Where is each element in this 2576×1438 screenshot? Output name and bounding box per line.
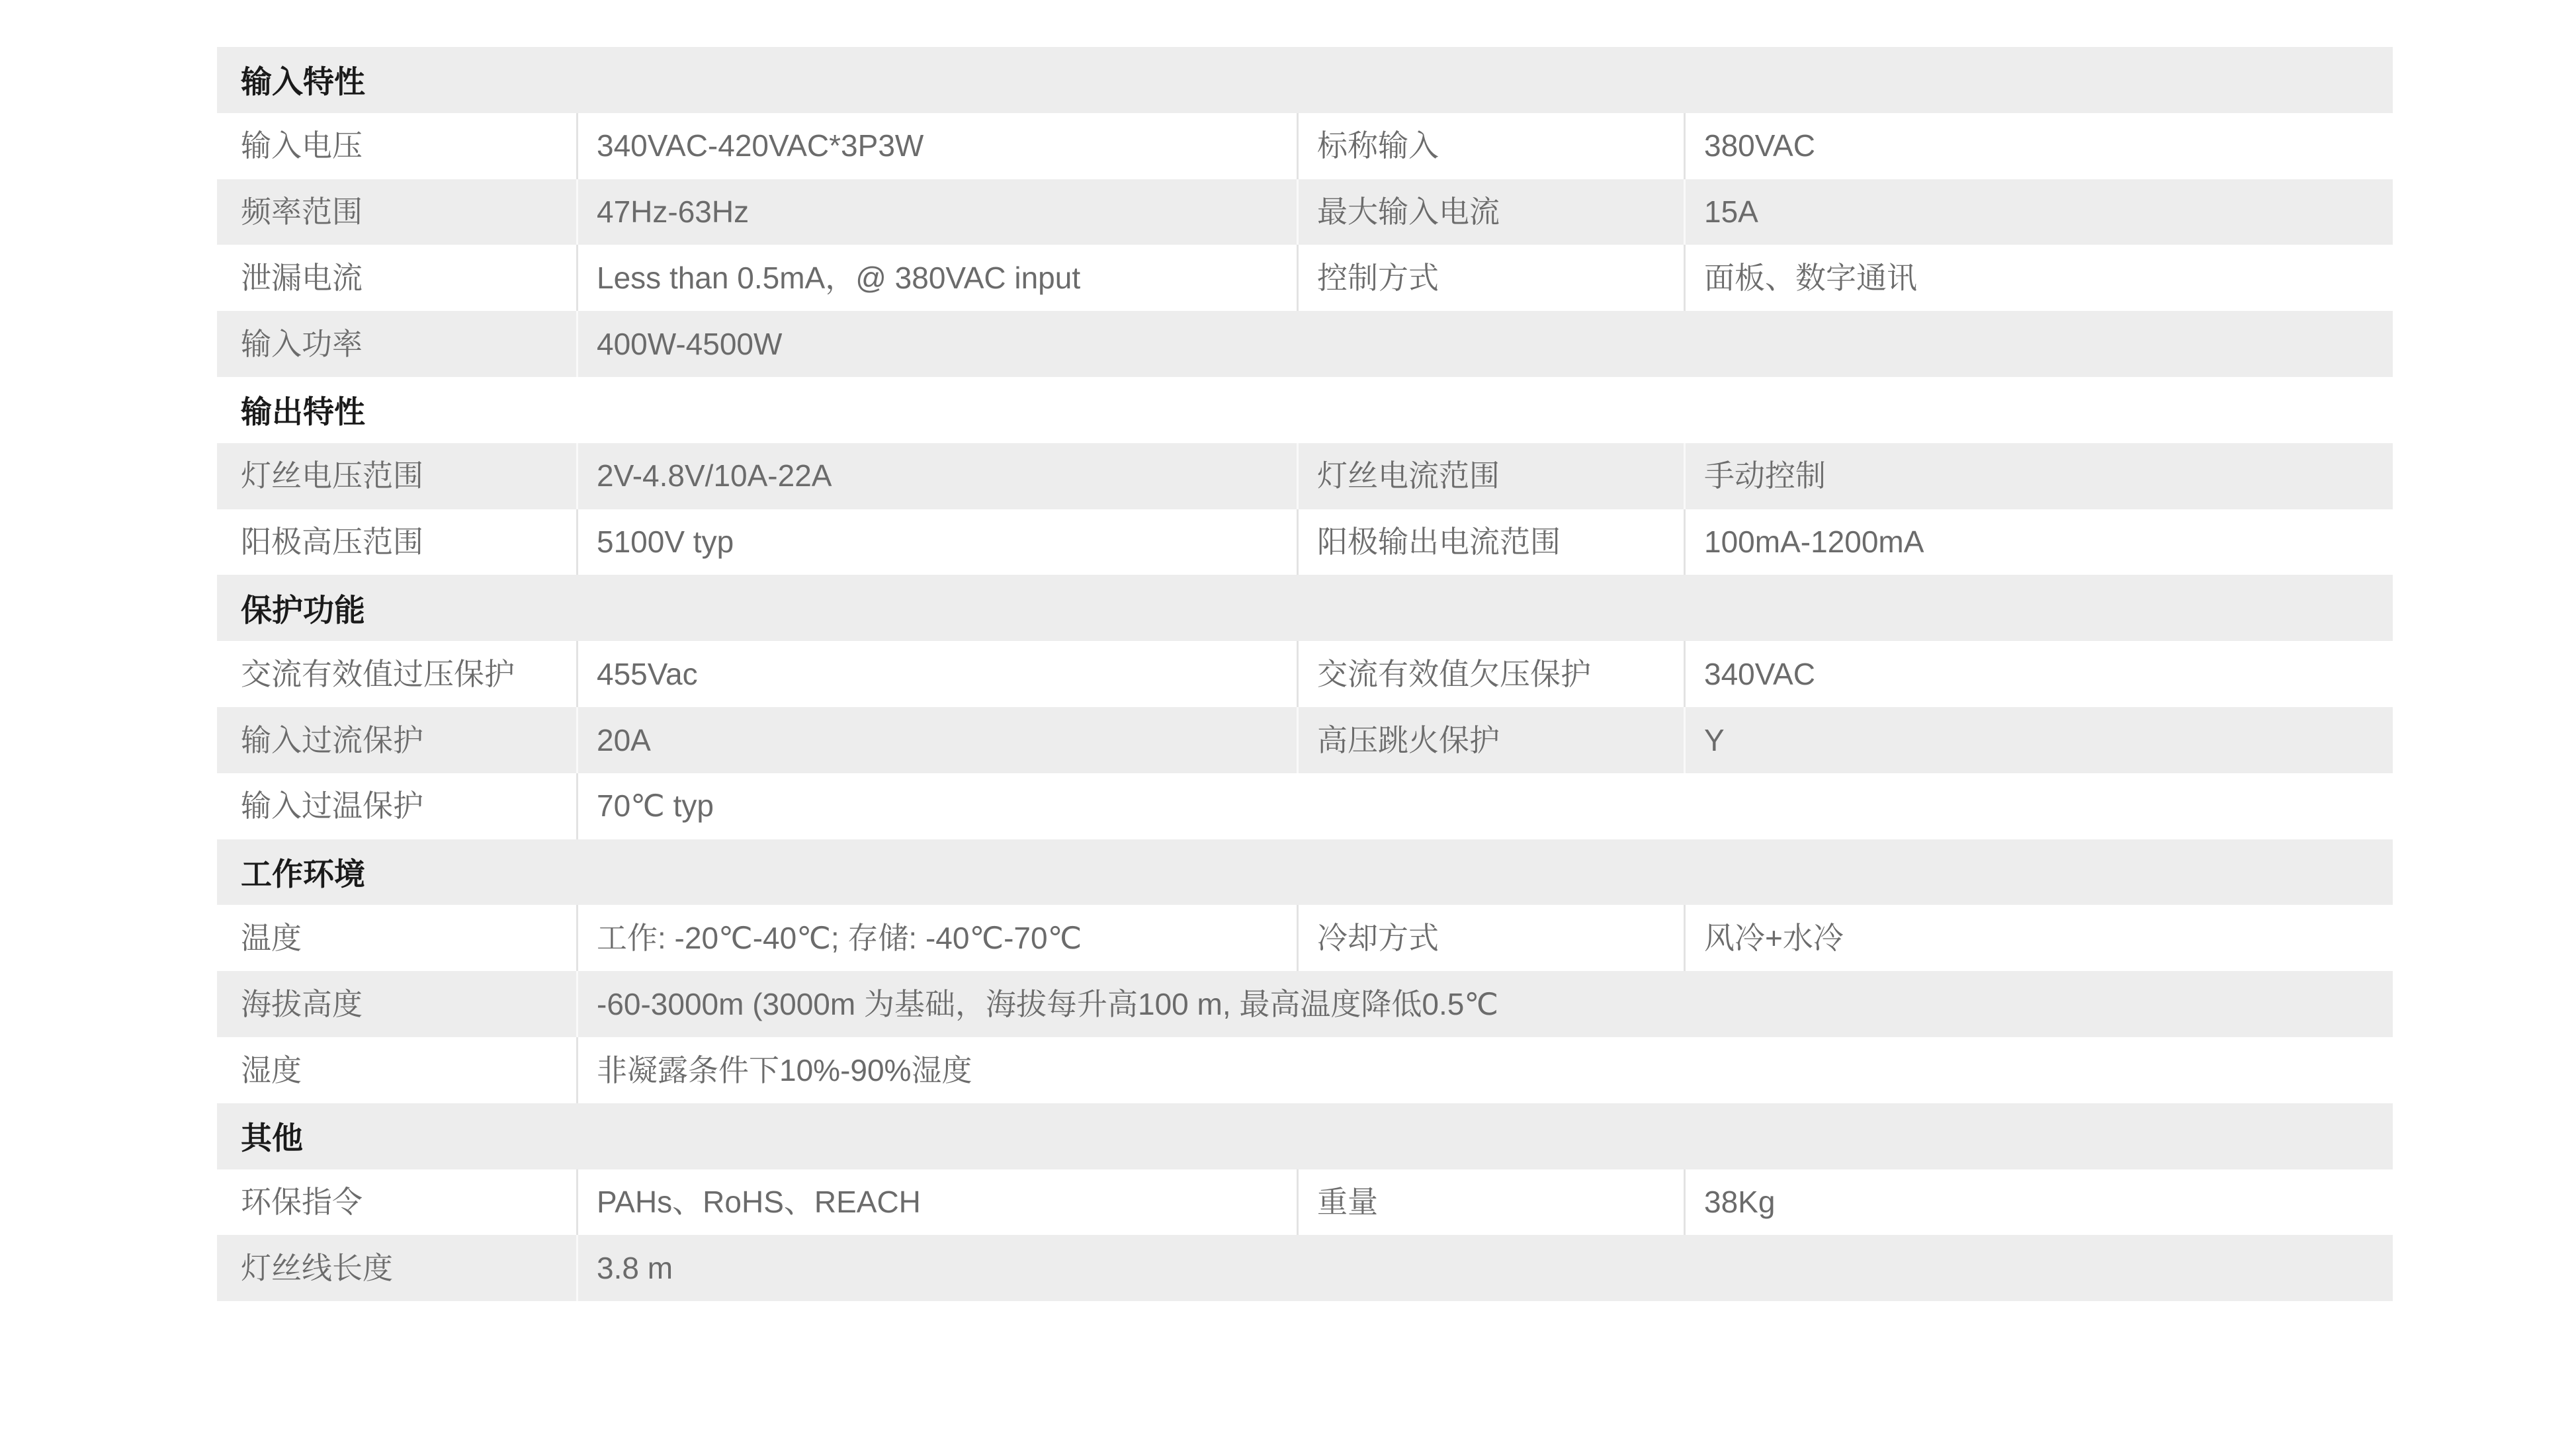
spec-row [217,113,2393,179]
spec-row [217,1235,2393,1301]
spec-value-cell: 340VAC-420VAC*3P3W [576,113,1297,179]
spec-label-cell: 频率范围 [241,194,363,230]
spec-label-cell: 灯丝电压范围 [241,458,423,493]
spec-row [217,641,2393,707]
spec-label-cell: 灯丝电流范围 [1297,443,1684,509]
spec-label-cell: 阳极输出电流范围 [1297,509,1684,575]
spec-row [217,311,2393,377]
spec-value-cell: 3.8 m [576,1235,2393,1301]
spec-value-cell: -60-3000m (3000m 为基础，海拔每升高100 m, 最高温度降低0.5℃ [576,971,2393,1037]
section-title: 其他 [241,1121,303,1156]
spec-value-cell: 20A [576,707,1297,773]
spec-row [217,245,2393,311]
spec-row [217,443,2393,509]
spec-label-cell: 阳极高压范围 [241,525,423,560]
section-header-row [217,377,2393,443]
spec-value-cell: 340VAC [1684,641,2393,707]
spec-row [217,509,2393,575]
section-header-row [217,575,2393,641]
spec-value-cell: 47Hz-63Hz [576,179,1297,245]
spec-label-cell: 高压跳火保护 [1297,707,1684,773]
spec-row [217,905,2393,971]
spec-label-cell: 最大输入电流 [1297,179,1684,245]
spec-row [217,971,2393,1037]
spec-label-cell: 交流有效值过压保护 [241,656,515,691]
spec-row [217,1169,2393,1236]
section-header-row [217,47,2393,113]
spec-value-cell: Less than 0.5mA，@ 380VAC input [576,245,1297,311]
section-title: 保护功能 [241,592,365,628]
spec-value-cell: 38Kg [1684,1169,2393,1236]
section-header-row [217,839,2393,906]
spec-label-cell: 冷却方式 [1297,905,1684,971]
spec-value-cell: PAHs、RoHS、REACH [576,1169,1297,1236]
spec-row [217,707,2393,773]
spec-value-cell: 380VAC [1684,113,2393,179]
spec-label-cell: 温度 [241,920,302,955]
section-title: 输入特性 [241,64,365,100]
spec-value-cell: 400W-4500W [576,311,2393,377]
spec-label-cell: 输入过温保护 [241,788,423,824]
spec-value-cell: 100mA-1200mA [1684,509,2393,575]
spec-label-cell: 交流有效值欠压保护 [1297,641,1684,707]
spec-value-cell: 非凝露条件下10%-90%湿度 [576,1037,2393,1103]
spec-value-cell: 风冷+水冷 [1684,905,2393,971]
spec-label-cell: 灯丝线长度 [241,1250,393,1285]
spec-label-cell: 控制方式 [1297,245,1684,311]
spec-row [217,179,2393,245]
spec-label-cell: 泄漏电流 [241,260,363,295]
spec-value-cell: 70℃ typ [576,773,2393,839]
spec-label-cell: 环保指令 [241,1185,363,1220]
spec-value-cell: 2V-4.8V/10A-22A [576,443,1297,509]
spec-value-cell: 手动控制 [1684,443,2393,509]
spec-label-cell: 输入电压 [241,128,363,163]
spec-label-cell: 输入功率 [241,326,363,361]
section-title: 工作环境 [241,856,365,892]
spec-value-cell: 15A [1684,179,2393,245]
spec-table [217,47,2393,1301]
spec-label-cell: 输入过流保护 [241,722,423,757]
spec-value-cell: 面板、数字通讯 [1684,245,2393,311]
spec-label-cell: 重量 [1297,1169,1684,1236]
spec-row [217,773,2393,839]
section-title: 输出特性 [241,394,365,430]
spec-value-cell: 5100V typ [576,509,1297,575]
spec-label-cell: 湿度 [241,1052,302,1087]
spec-label-cell: 标称输入 [1297,113,1684,179]
spec-value-cell: Y [1684,707,2393,773]
spec-value-cell: 工作: -20℃-40℃; 存储: -40℃-70℃ [576,905,1297,971]
section-header-row [217,1103,2393,1169]
spec-row [217,1037,2393,1103]
spec-label-cell: 海拔高度 [241,986,363,1021]
spec-value-cell: 455Vac [576,641,1297,707]
